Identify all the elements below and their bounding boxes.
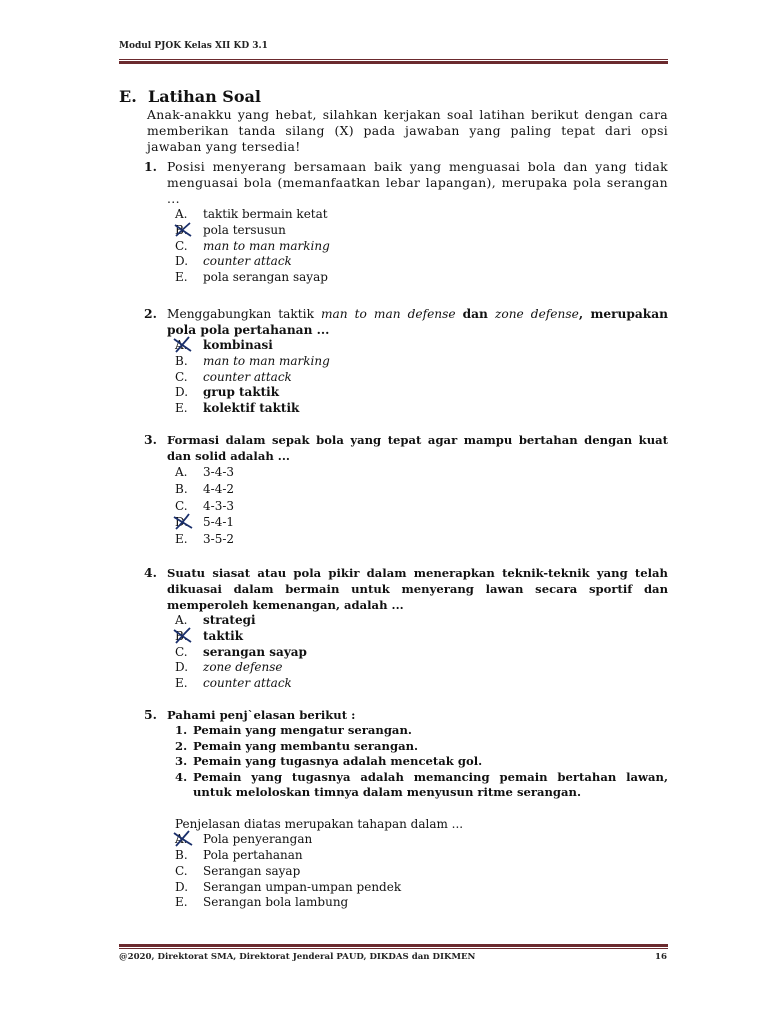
option-text: pola serangan sayap xyxy=(203,270,328,285)
header-rule-thin xyxy=(119,59,668,60)
option-b[interactable] xyxy=(144,354,668,370)
option-e[interactable] xyxy=(144,532,668,549)
option-text: Pola pertahanan xyxy=(203,848,303,863)
option-letter: B. xyxy=(175,222,188,237)
question-number: 4. xyxy=(144,565,157,580)
list-item-text: Pemain yang tugasnya adalah mencetak gol. xyxy=(193,754,483,768)
option-c[interactable] xyxy=(144,239,668,255)
question-text-italic: man to man defense xyxy=(320,307,456,321)
list-item xyxy=(175,770,668,801)
option-letter: E. xyxy=(175,401,188,416)
option-b[interactable] xyxy=(144,482,668,499)
section-letter: E. xyxy=(119,87,137,106)
option-list xyxy=(144,832,668,911)
list-item-number: 1. xyxy=(175,723,188,737)
option-e[interactable] xyxy=(144,895,668,911)
question-3 xyxy=(144,432,668,549)
header-rule-thick xyxy=(119,61,668,64)
option-text: Pola penyerangan xyxy=(203,832,313,847)
question-text: Suatu siasat atau pola pikir dalam menerapkan teknik-teknik yang telah dikuasai dalam bermain untuk menyerang lawan secara sportif dan memperoleh kemenangan, adalah ... xyxy=(167,566,668,612)
list-item-number: 4. xyxy=(175,769,188,784)
option-d[interactable] xyxy=(144,880,668,896)
question-number: 5. xyxy=(144,707,157,722)
question-text-part: Menggabungkan taktik xyxy=(167,307,314,321)
option-list xyxy=(144,465,668,549)
option-letter: D. xyxy=(175,254,189,269)
option-text: serangan sayap xyxy=(203,644,307,659)
option-text: 3-4-3 xyxy=(203,465,235,479)
list-item xyxy=(175,723,668,739)
list-item-text: Pemain yang tugasnya adalah memancing pemain bertahan lawan, untuk meloloskan timnya dalam menyusun ritme serangan. xyxy=(193,769,668,799)
option-text: 5-4-1 xyxy=(203,515,235,530)
option-text: Serangan bola lambung xyxy=(203,895,349,910)
option-text: kombinasi xyxy=(203,338,273,352)
explanation-list xyxy=(175,723,668,801)
option-d[interactable] xyxy=(144,660,668,676)
question-text: Formasi dalam sepak bola yang tepat agar mampu bertahan dengan kuat dan solid adalah ... xyxy=(167,433,668,463)
option-a[interactable] xyxy=(144,465,668,482)
option-text: strategi xyxy=(203,613,256,627)
option-c[interactable] xyxy=(144,864,668,880)
question-number: 2. xyxy=(144,306,157,321)
cross-mark-icon xyxy=(172,336,194,354)
option-e[interactable] xyxy=(144,270,668,286)
question-1 xyxy=(144,159,668,286)
question-number: 1. xyxy=(144,159,157,174)
question-text-italic: zone defense xyxy=(494,307,579,321)
option-text: man to man marking xyxy=(203,238,330,253)
footer-rule-thin xyxy=(119,948,668,949)
option-a[interactable] xyxy=(144,338,668,354)
option-text: grup taktik xyxy=(203,385,280,400)
option-c[interactable] xyxy=(144,370,668,386)
cross-mark-icon xyxy=(172,830,194,848)
list-item-text: Pemain yang membantu serangan. xyxy=(193,738,419,753)
option-e[interactable] xyxy=(144,401,668,417)
question-text-part: , merupakan pola pola pertahanan ... xyxy=(167,307,669,337)
option-text: taktik bermain ketat xyxy=(203,207,328,221)
list-item-number: 2. xyxy=(175,738,188,753)
option-d[interactable] xyxy=(144,515,668,532)
page-number: 16 xyxy=(655,952,667,962)
option-letter: D. xyxy=(175,385,189,400)
option-text: kolektif taktik xyxy=(203,401,300,416)
question-number: 3. xyxy=(144,432,157,447)
header-title: Modul PJOK Kelas XII KD 3.1 xyxy=(119,41,268,51)
cross-mark-icon xyxy=(172,221,194,239)
option-letter: D. xyxy=(175,515,189,530)
option-text: 3-5-2 xyxy=(203,532,235,547)
option-letter: C. xyxy=(175,498,188,513)
list-item-text: Pemain yang mengatur serangan. xyxy=(193,723,412,737)
cross-mark-icon xyxy=(172,627,194,645)
option-a[interactable] xyxy=(144,207,668,223)
question-text-part: dan xyxy=(462,307,488,321)
question-text: Pahami penj`elasan berikut : xyxy=(167,708,356,722)
option-text: zone defense xyxy=(203,660,283,675)
option-letter: D. xyxy=(175,660,189,675)
option-list xyxy=(144,207,668,286)
option-letter: B. xyxy=(175,353,188,368)
option-letter: A. xyxy=(175,465,188,479)
option-text: counter attack xyxy=(203,254,292,269)
cross-mark-icon xyxy=(172,513,194,531)
option-a[interactable] xyxy=(144,613,668,629)
option-letter: B. xyxy=(175,481,188,496)
option-b[interactable] xyxy=(144,223,668,239)
footer-rule-thick xyxy=(119,944,668,947)
option-letter: A. xyxy=(175,613,188,627)
section-title: Latihan Soal xyxy=(148,87,261,106)
option-text: man to man marking xyxy=(203,353,330,368)
question-4 xyxy=(144,565,668,692)
option-text: 4-3-3 xyxy=(203,498,235,513)
question-text xyxy=(167,306,668,338)
option-letter: B. xyxy=(175,628,188,643)
option-text: counter attack xyxy=(203,369,292,384)
option-text: Serangan sayap xyxy=(203,863,301,878)
option-b[interactable] xyxy=(144,848,668,864)
option-letter: E. xyxy=(175,895,188,910)
option-text: taktik xyxy=(203,628,244,643)
list-item xyxy=(175,739,668,755)
question-2 xyxy=(144,306,668,417)
option-letter: C. xyxy=(175,644,188,659)
question-5 xyxy=(144,707,668,911)
list-item xyxy=(175,754,668,770)
option-a[interactable] xyxy=(144,832,668,848)
option-c[interactable] xyxy=(144,645,668,661)
option-letter: A. xyxy=(175,207,188,221)
option-c[interactable] xyxy=(144,499,668,516)
option-letter: C. xyxy=(175,863,188,878)
question-text: Posisi menyerang bersamaan baik yang menguasai bola dan yang tidak menguasai bola (memanfaatkan lebar lapangan), merupaka pola serangan ... xyxy=(167,159,668,206)
option-letter: C. xyxy=(175,238,188,253)
option-b[interactable] xyxy=(144,629,668,645)
option-letter: D. xyxy=(175,879,189,894)
section-heading xyxy=(119,87,261,106)
option-letter: B. xyxy=(175,848,188,863)
option-list xyxy=(144,338,668,417)
option-e[interactable] xyxy=(144,676,668,692)
footer-text: @2020, Direktorat SMA, Direktorat Jenderal PAUD, DIKDAS dan DIKMEN xyxy=(119,952,476,962)
option-list xyxy=(144,613,668,692)
option-letter: E. xyxy=(175,270,188,285)
option-text: Serangan umpan-umpan pendek xyxy=(203,879,402,894)
option-letter: E. xyxy=(175,532,188,547)
option-letter: A. xyxy=(175,832,188,847)
option-letter: E. xyxy=(175,676,188,691)
option-text: counter attack xyxy=(203,676,292,691)
option-d[interactable] xyxy=(144,385,668,401)
option-text: 4-4-2 xyxy=(203,481,235,496)
option-letter: C. xyxy=(175,369,188,384)
intro-paragraph: Anak-anakku yang hebat, silahkan kerjakan soal latihan berikut dengan cara memberikan tanda silang (X) pada jawaban yang paling tepat dari opsi jawaban yang tersedia! xyxy=(147,107,668,154)
option-letter: A. xyxy=(175,338,188,352)
list-item-number: 3. xyxy=(175,754,188,768)
option-text: pola tersusun xyxy=(203,222,286,237)
option-d[interactable] xyxy=(144,254,668,270)
question-prompt: Penjelasan diatas merupakan tahapan dalam ... xyxy=(175,816,464,831)
